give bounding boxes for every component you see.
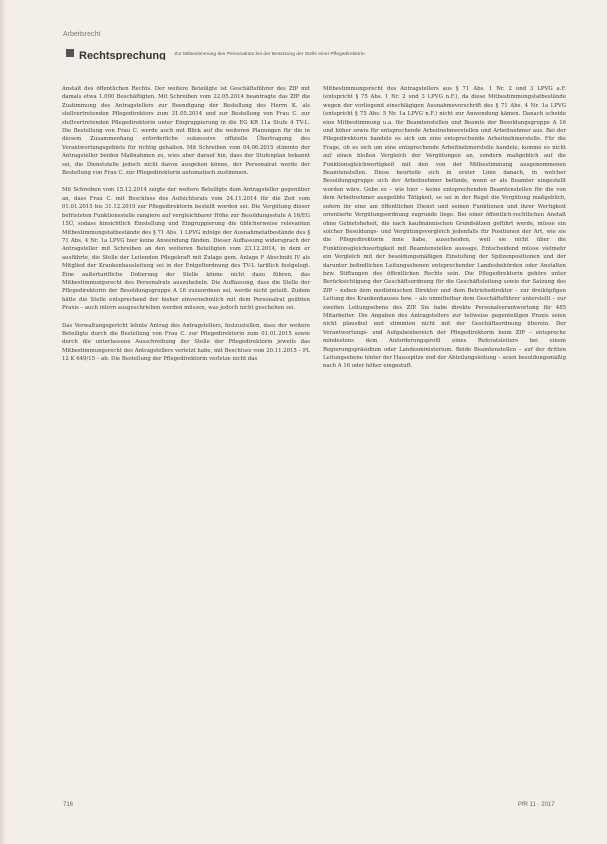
left-column [62, 85, 310, 373]
right-column [323, 85, 566, 380]
running-header [79, 46, 579, 60]
header-subtitle: Zur Mitbestimmung des Personalrats bei der Besetzung der Stelle einer Pflegedirektorin [174, 52, 365, 58]
paragraph: Anstalt des öffentlichen Rechts. Der weitere Beteiligte ist Geschäftsführer des ZfP mit damals etwa 1.000 Beschäftigten. Mit Schreiben vom 22.05.2014 beantragte das ZfP die Zustimmung des Antragstellers zur Beendigung der Bestellung des Herrn K. als stellvertretenden Pflegedirektors zum 31.05.2014 und zur Bestellung von Frau C. zur stellvertretenden Pflegedirektorin unter Eingruppierung in die EG KR 11a Stufe 4 TV-L. Die Bestellung von Frau C. werde auch mit Blick auf die weiteren Planungen für die in diesem Zusammenhang erforderliche sukzessive offizielle Übertragung des Verantwortungsgebiets für richtig gehalten. Mit Schreiben vom 04.06.2015 stimmte der Antragsteller beiden Maßnahmen zu, wies aber darauf hin, dass der Stufenplan bekannt sei, die Dienststelle jedoch nicht davon ausgehen könne, der Personalrat werde der Bestellung von Frau C. zur Pflegedirektorin automatisch zustimmen. [62, 86, 310, 177]
page-fold-shadow [0, 0, 6, 844]
heading-marker [66, 49, 74, 57]
paragraph: Das Verwaltungsgericht lehnte Antrag des Antragstellers, festzustellen, dass der weitere Beteiligte durch die Bestellung von Frau C. zur Pflegedirektorin zum 01.01.2015 sowie durch die unterlassene Ausschreibung der Stelle der Pflegedirektorin jeweils das Mitbestimmungsrecht des Antragstellers verletzt habe, mit Beschluss vom 20.11.2015 – PL 12 K 649/15 – ab. Die Bestellung der Pflegedirektorin verletze nicht das [62, 322, 311, 363]
page-number: 716 [63, 802, 74, 808]
paragraph: Mit Schreiben vom 15.12.2014 zeigte der weitere Beteiligte dem Antragsteller gegenüber an, dass Frau C. mit Beschluss des Aufsichtsrats vom 24.11.2014 für die Zeit vom 01.01.2015 bis 31.12.2019 zur Pflegedirektorin bestellt worden sei. Die Vergütung dieser befristeten Funktionsstelle rangiere auf vergleichbarer Höhe zur Besoldungsstufe A 16/EG 15Ü, sodass hinsichtlich Einstellung und Eingruppierung die üblicherweise relevanten Mitbestimmungstatbestände des § 71 Abs. 1 LPVG infolge der Ausnahmetatbestände des § 71 Abs. 4 Nr. 1a LPVG hier keine Anwendung fänden. Dieser Auffassung widersprach der Antragsteller mit Schreiben an den weiteren Beteiligten vom 23.12.2014, in dem er ausführte, die Stelle der Leitenden Pflegekraft mit Zulage gem. Anlage F Abschnitt IV als Mitglied der Krankenhausleitung sei in der Entgeltordnung des TV-L tariflich festgelegt. Eine außertarifliche Dotierung der Stelle könne nicht dazu führen, das Mitbestimmungsrecht des Personalrats auszuhebeln. Die Auffassung, dass die Stelle der Pflegedirektorin der Besoldungsgruppe A 16 zuzuordnen sei, werde nicht geteilt. Zudem hätte die Stelle entsprechend der bisher einvernehmlich mit dem Personalrat geübten Praxis – auch intern ausgeschrieben werden müssen, was jedoch nicht geschehen sei. [62, 187, 310, 312]
section-label: Arbeitsrecht [63, 31, 101, 38]
header-title: Rechtsprechung [79, 50, 166, 60]
journal-issue: PfR 11 · 2017 [518, 802, 555, 808]
paragraph: Mitbestimmungsrecht des Antragstellers aus § 71 Abs. 1 Nr. 2 und 3 LPVG a.F. (entspricht § 75 Abs. 1 Nr. 2 und 3 LPVG n.F.), da diese Mitbestimmungstatbestände wegen der vorliegend einschlägigen Ausnahmevorschrift des § 71 Abs. 4 Nr. 1a LPVG (entspricht § 75 Abs. 5 Nr. 1a LPVG n.F.) nicht zur Anwendung kämen. Danach scheide eine Mitbestimmung u.a. für Beamtenstellen und Beamte der Besoldungsgruppe A 16 und höher sowie für entsprechende Arbeitnehmerstellen und Arbeitnehmer aus. Bei der Pflegedirektorin handele es sich um eine entsprechende Arbeitnehmerstelle. Für die Frage, ob es sich um eine entsprechende Arbeitnehmerstelle handele, komme es nicht auf einen bloßen Vergleich der Vergütungen an, sondern maßgeblich auf die Funktionsgleichwertigkeit mit den von der Mitbestimmung ausgenommenen Beamtenstellen. Diese beurteile sich in erster Linie danach, in welcher Besoldungsgruppe sich der Arbeitnehmer befände, wenn er als Beamter eingestellt worden wäre. Gebe es – wie hier – keine entsprechenden Beamtenstellen für die von dem Arbeitnehmer ausgeübte Tätigkeit, so sei in der Regel die Vergütung maßgeblich, sofern ihr eine am öffentlichen Dienst und seinen Funktionen und ihrer Wertigkeit orientierte Vergütungsordnung zugrunde liege. Bei einer öffentlich-rechtlichen Anstalt ohne Gebietshoheit, die nach kaufmännischen Grundsätzen geführt werde, müsse ein solcher Besoldungs- und Vergütungsvergleich jedenfalls für Positionen der Art, wie sie die Pflegedirektorin inne habe, ausscheiden, weil sie nicht über die Funktionsgleichwertigkeit mit Beamtenstellen aussage. Entscheidend müsse vielmehr ein Vergleich mit der besoldungsmäßigen Einstufung der Spitzenpositionen und der darunter befindlichen Leitungsebenen entsprechender Landesbehörden oder Anstalten bzw. Stiftungen des öffentlichen Rechts sein. Die Pflegedirektorin gehöre unter Berücksichtigung der Geschäftsordnung für die Geschäftsleitung sowie der Satzung des ZfP – neben dem medizinischen Direktor und dem Betriebsdirektor – zur dreiköpfigen Leitung des Krankenhauses bzw. – als unmittelbar dem Geschäftsführer unterstellt – zur zweiten Leitungsebene des ZfP. Sie habe direkte Personalverantwortung für 485 Mitarbeiter. Die Angaben des Antragstellers zur teilweise gegenteiligen Praxis seien nicht plausibel und stimmten nicht mit der Geschäftsordnung überein. Der Verantwortungs- und Aufgabenbereich der Pflegedirektorin beim ZfP – entspreche mindestens dem Anforderungsprofil eines Referatsleiters bei einem Regierungspräsidium oder Landesministerium. Beide Beamtenstellen – auf der dritten Leitungsebene hinter der Hausspitze und der Abteilungsleitung – seien besoldungsmäßig nach A 16 oder höher eingestuft. [323, 86, 566, 370]
